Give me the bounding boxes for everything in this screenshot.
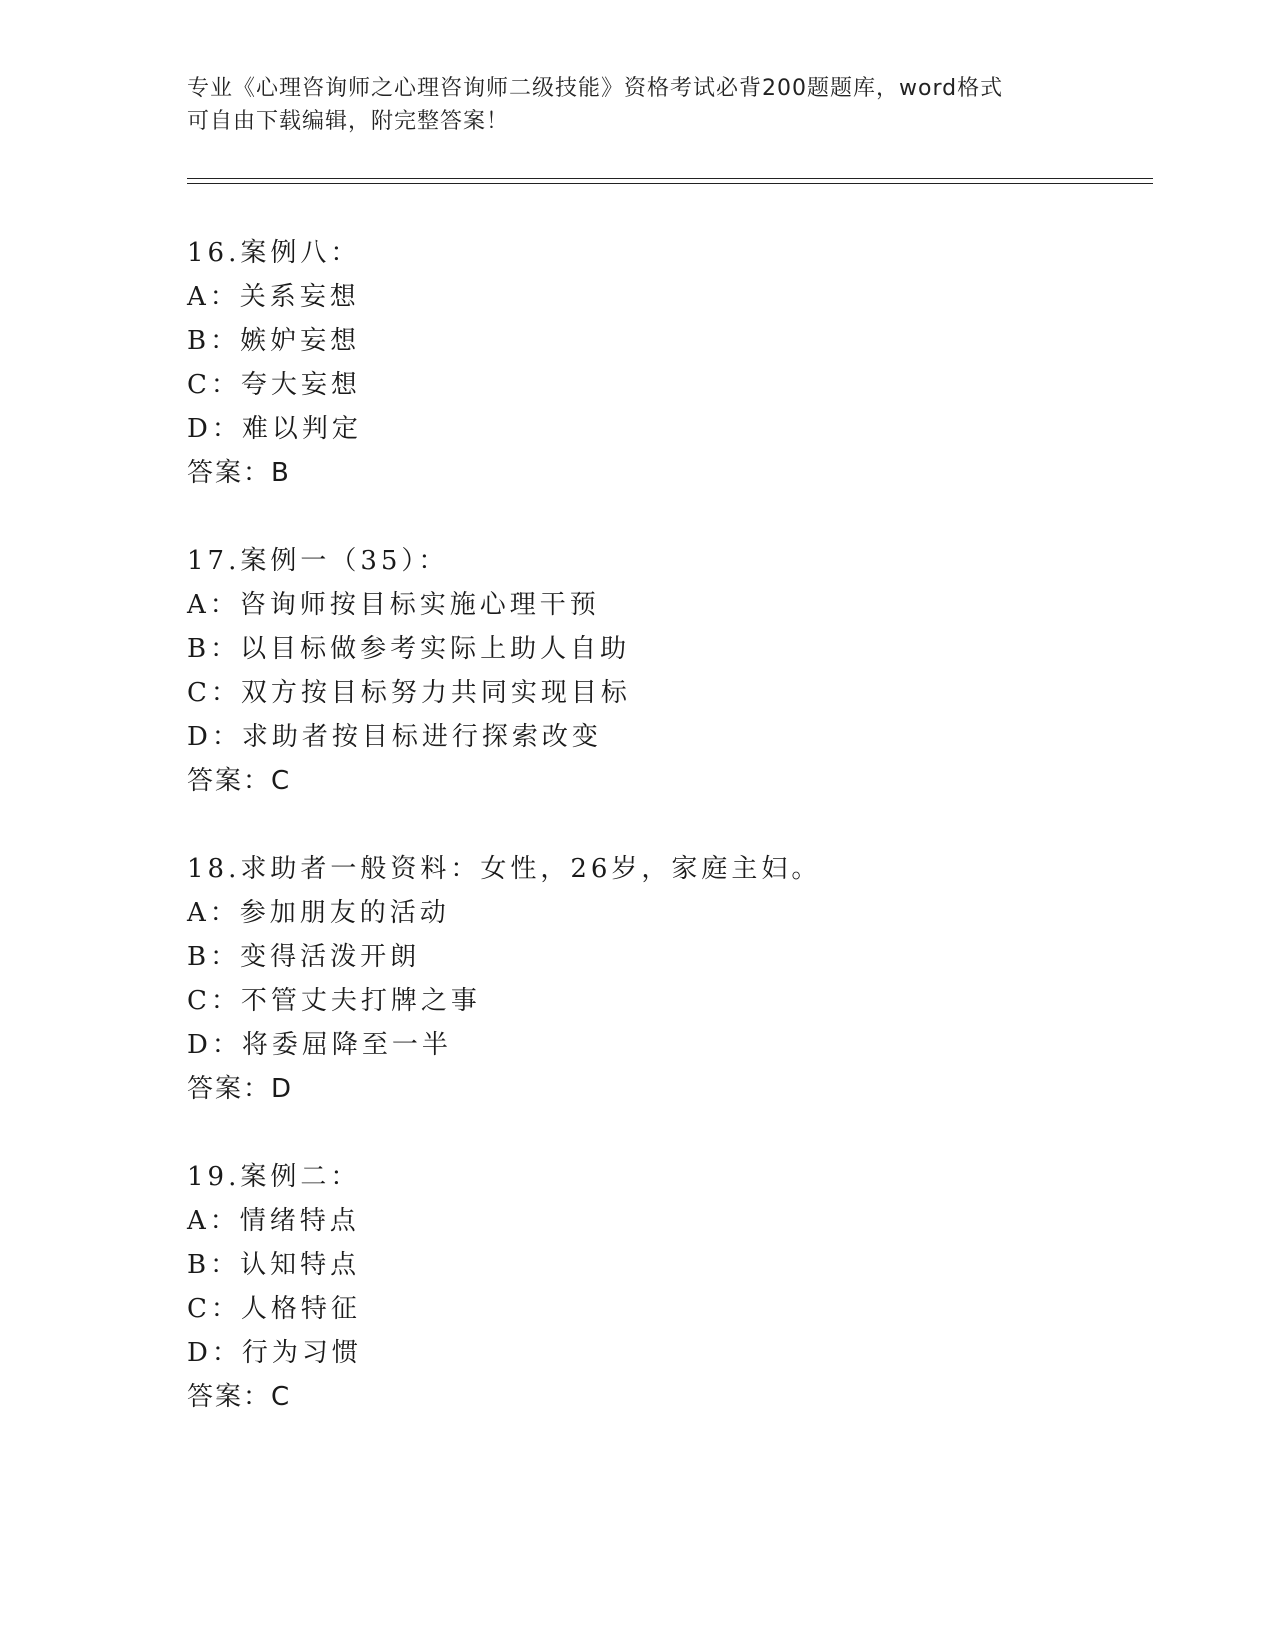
- option-d: D：难以判定: [187, 414, 362, 444]
- header-line-2: 可自由下载编辑，附完整答案！: [187, 109, 510, 134]
- option-c: C：夸大妄想: [187, 370, 361, 400]
- option-b: B：嫉妒妄想: [187, 326, 361, 356]
- question-stem: 18.求助者一般资料：女性，26岁，家庭主妇。: [187, 854, 822, 884]
- header-line-1: 专业《心理咨询师之心理咨询师二级技能》资格考试必背200题题库，word格式: [187, 76, 1004, 101]
- option-d: D：行为习惯: [187, 1338, 362, 1368]
- option-a: A：参加朋友的活动: [187, 898, 450, 928]
- header-divider-bottom: [187, 183, 1153, 184]
- option-d: D：将委屈降至一半: [187, 1030, 452, 1060]
- option-a: A：咨询师按目标实施心理干预: [187, 590, 600, 620]
- answer-line: 答案：D: [187, 1074, 294, 1104]
- option-a: A：关系妄想: [187, 282, 360, 312]
- option-c: C：不管丈夫打牌之事: [187, 986, 481, 1016]
- header-divider-top: [187, 178, 1153, 179]
- option-b: B：以目标做参考实际上助人自助: [187, 634, 631, 664]
- answer-line: 答案：C: [187, 766, 292, 796]
- option-c: C：双方按目标努力共同实现目标: [187, 678, 631, 708]
- question-stem: 17.案例一（35）：: [187, 546, 449, 576]
- document-header: [187, 72, 1087, 138]
- option-a: A：情绪特点: [187, 1206, 360, 1236]
- option-c: C：人格特征: [187, 1294, 361, 1324]
- answer-line: 答案：C: [187, 1382, 292, 1412]
- question-stem: 16.案例八：: [187, 238, 361, 268]
- answer-line: 答案：B: [187, 458, 291, 488]
- option-b: B：变得活泼开朗: [187, 942, 421, 972]
- option-d: D：求助者按目标进行探索改变: [187, 722, 602, 752]
- option-b: B：认知特点: [187, 1250, 361, 1280]
- question-stem: 19.案例二：: [187, 1162, 361, 1192]
